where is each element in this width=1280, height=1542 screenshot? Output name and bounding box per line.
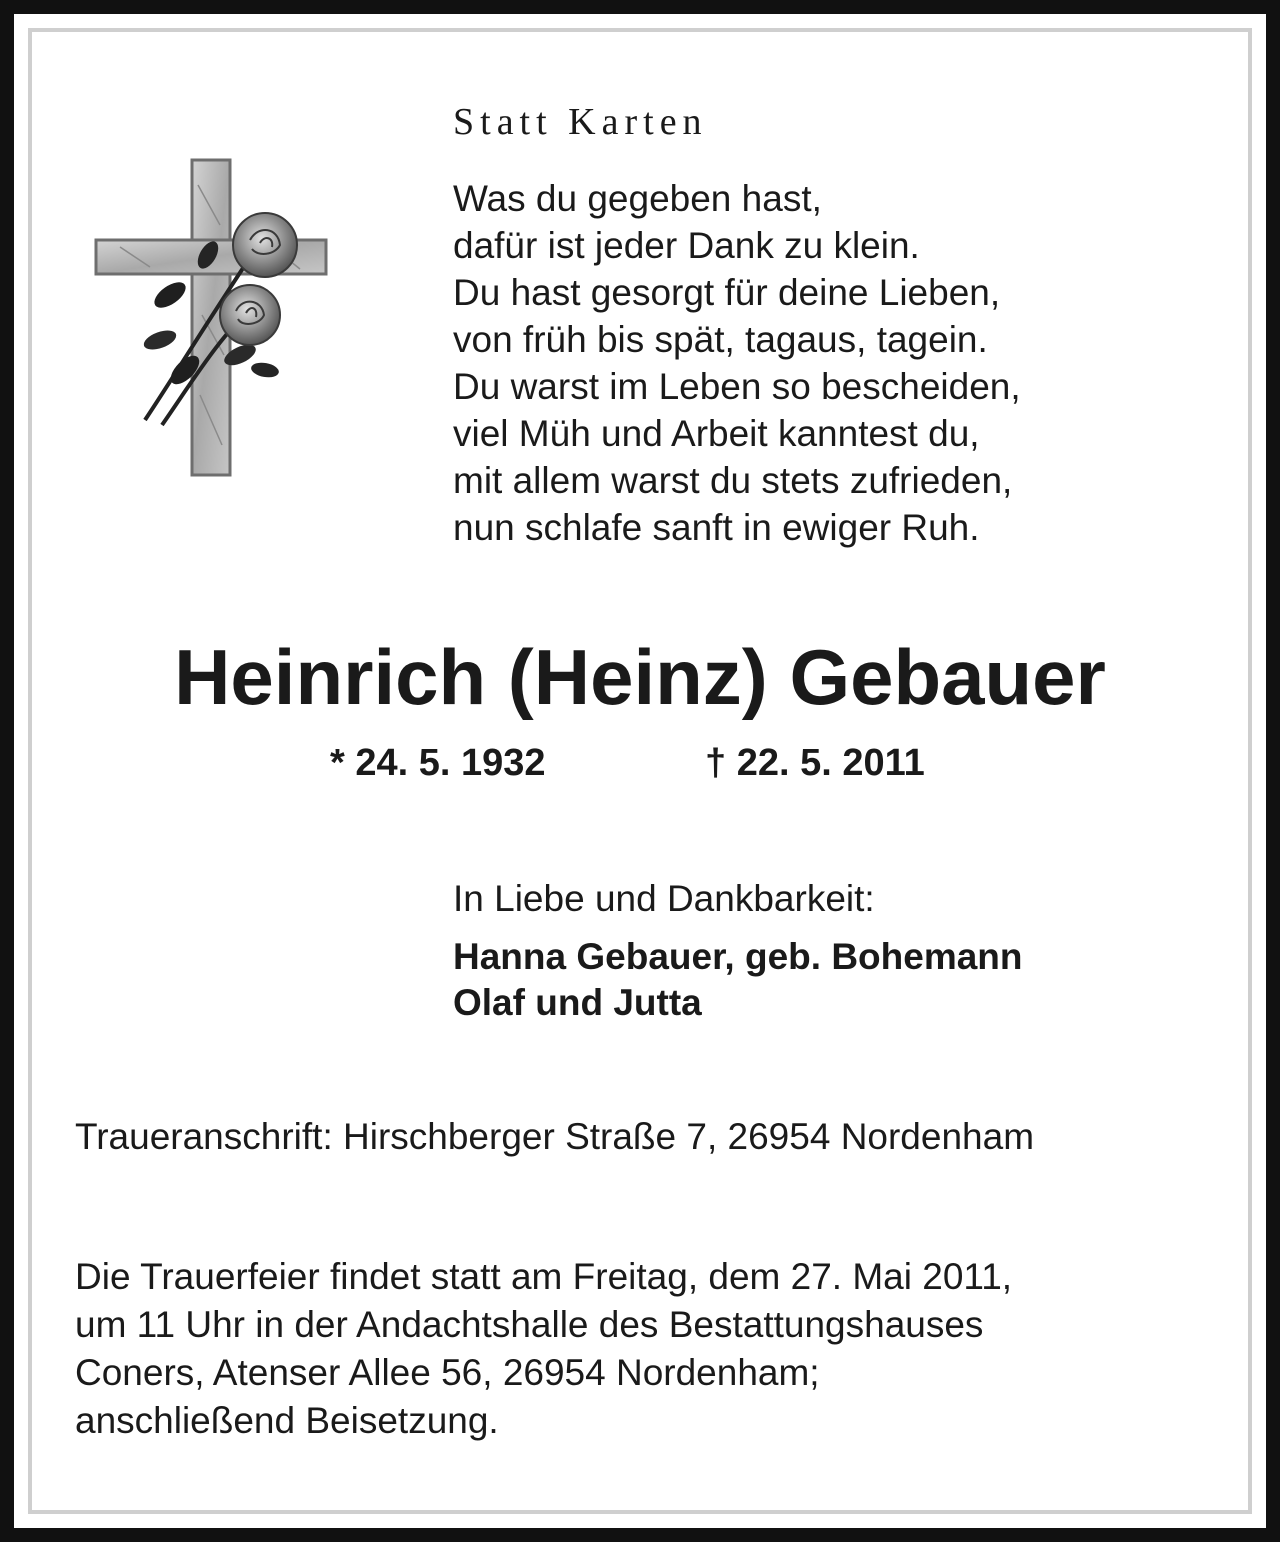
poem-line: dafür ist jeder Dank zu klein. [453, 225, 920, 266]
birth-date: * 24. 5. 1932 [330, 742, 546, 784]
family-intro: In Liebe und Dankbarkeit: [453, 878, 875, 919]
cross-with-roses-icon [90, 155, 335, 480]
poem-line: von früh bis spät, tagaus, tagein. [453, 319, 988, 360]
statt-karten-heading: Statt Karten [453, 101, 708, 143]
funeral-details [75, 1253, 1012, 1445]
family-member: Olaf und Jutta [453, 982, 702, 1023]
family-members [453, 934, 1023, 1026]
poem-line: Du hast gesorgt für deine Lieben, [453, 272, 1001, 313]
funeral-line: anschließend Beisetzung. [75, 1400, 499, 1441]
funeral-line: Die Trauerfeier findet statt am Freitag, dem 27. Mai 2011, [75, 1256, 1013, 1297]
poem-line: nun schlafe sanft in ewiger Ruh. [453, 507, 980, 548]
mourning-address: Traueranschrift: Hirschberger Straße 7, 26954 Nordenham [75, 1116, 1035, 1157]
deceased-name: Heinrich (Heinz) Gebauer [174, 633, 1106, 721]
family-member: Hanna Gebauer, geb. Bohemann [453, 936, 1023, 977]
funeral-line: um 11 Uhr in der Andachtshalle des Bestattungshauses [75, 1304, 984, 1345]
funeral-line: Coners, Atenser Allee 56, 26954 Nordenham; [75, 1352, 820, 1393]
poem-line: viel Müh und Arbeit kanntest du, [453, 413, 980, 454]
poem [453, 175, 1021, 551]
poem-line: mit allem warst du stets zufrieden, [453, 460, 1013, 501]
poem-line: Du warst im Leben so bescheiden, [453, 366, 1021, 407]
death-date: † 22. 5. 2011 [705, 742, 925, 784]
poem-line: Was du gegeben hast, [453, 178, 822, 219]
